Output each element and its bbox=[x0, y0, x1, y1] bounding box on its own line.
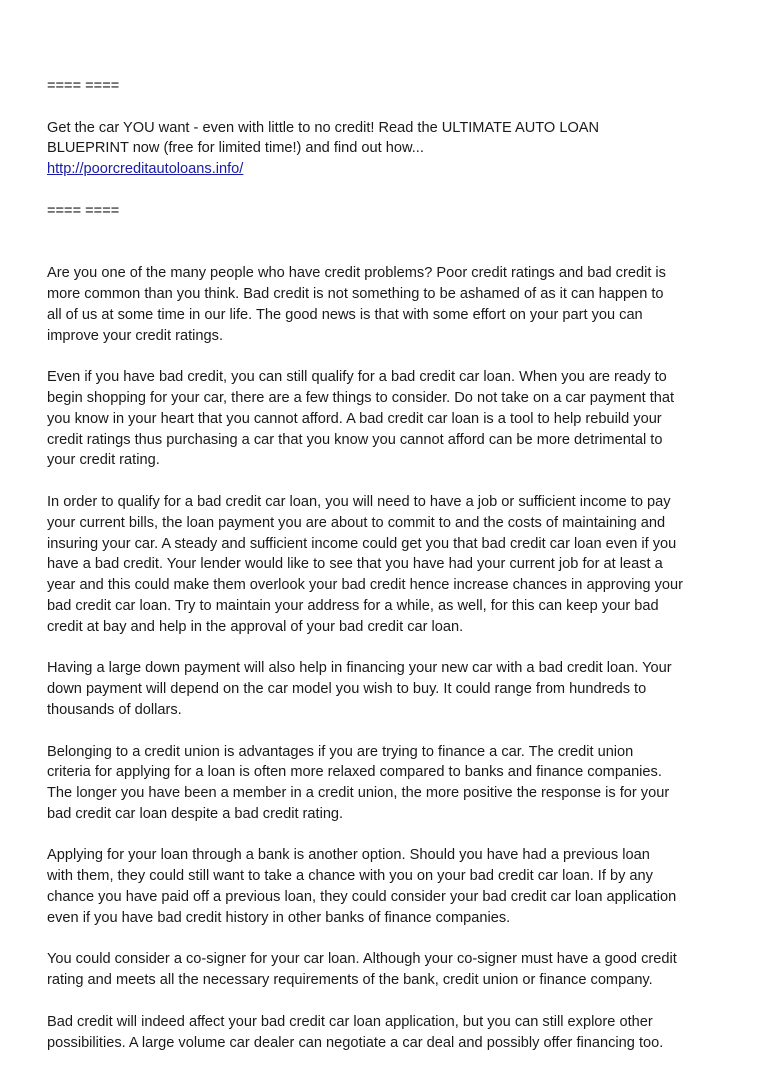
paragraph: Even if you have bad credit, you can still qualify for a bad credit car loan. When you are ready to begin shopping for your car, there are a few things to consider. Do not take on a car payment that you know in your heart that you cannot afford. A bad credit car loan is a tool to help rebuild your credit ratings thus purchasing a car that you know you cannot afford can be more detrimental to your credit rating. bbox=[47, 369, 675, 469]
separator-top: ==== ==== bbox=[47, 78, 120, 94]
paragraph: Bad credit will indeed affect your bad credit car loan application, but you can still explore other possibilities. A large volume car dealer can negotiate a car deal and possibly offer financing too. bbox=[47, 1013, 664, 1051]
paragraph: In order to qualify for a bad credit car loan, you will need to have a job or sufficient income to pay your current bills, the loan payment you are about to commit to and the costs of maintaining and insuring your car. A steady and sufficient income could get you that bad credit car loan even if you have a bad credit. Your lender would like to see that you have had your current job for at least a year and this could make them overlook your bad credit hence increase chances in approving your bad credit car loan. Try to maintain your address for a while, as well, for this can keep your bad credit at bay and help in the approval of your bad credit car loan. bbox=[47, 493, 683, 635]
article-body bbox=[47, 263, 747, 1053]
paragraph: You could consider a co-signer for your car loan. Although your co-signer must have a good credit rating and meets all the necessary requirements of the bank, credit union or finance company. bbox=[47, 951, 677, 989]
separator-bottom: ==== ==== bbox=[47, 202, 120, 219]
ad-block bbox=[47, 118, 747, 180]
paragraph: Applying for your loan through a bank is another option. Should you have had a previous loan with them, they could still want to take a chance with you on your bad credit car loan. If by any chance you have paid off a previous loan, they could consider your bad credit car loan application even if you have bad credit history in other banks of finance companies. bbox=[47, 847, 677, 926]
paragraph: Belonging to a credit union is advantages if you are trying to finance a car. The credit union criteria for applying for a loan is often more relaxed compared to banks and finance companies. The longer you have been a member in a credit union, the more positive the response is for your bad credit car loan despite a bad credit rating. bbox=[47, 743, 670, 822]
ad-link[interactable]: http://poorcreditautoloans.info/ bbox=[47, 161, 244, 178]
paragraph: Are you one of the many people who have credit problems? Poor credit ratings and bad credit is more common than you think. Bad credit is not something to be ashamed of as it can happen to all of us at some time in our life. The good news is that with some effort on your part you can improve your credit ratings. bbox=[47, 265, 666, 344]
ad-text: Get the car YOU want - even with little to no credit! Read the ULTIMATE AUTO LOAN BLUEPRINT now (free for limited time!) and find out how... bbox=[47, 119, 600, 157]
document-page bbox=[47, 76, 747, 1074]
paragraph: Having a large down payment will also help in financing your new car with a bad credit loan. Your down payment will depend on the car model you wish to buy. It could range from hundreds to thousands of dollars. bbox=[47, 660, 672, 718]
